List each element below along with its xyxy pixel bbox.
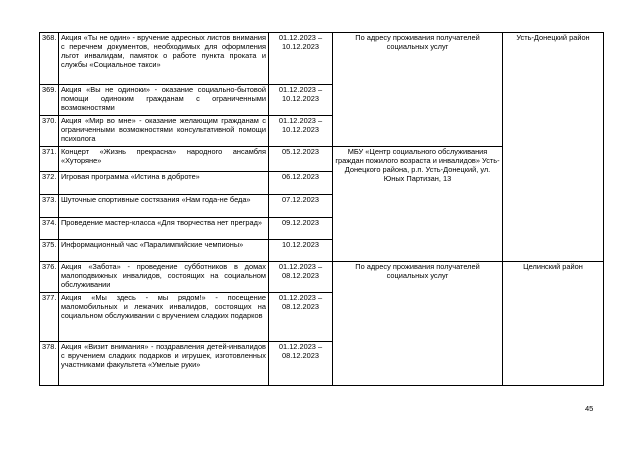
district: Целинский район (503, 262, 604, 386)
event-dates: 01.12.2023 – 08.12.2023 (269, 342, 333, 386)
row-number: 375. (40, 240, 59, 262)
event-location: По адресу проживания получателей социальных услуг (333, 262, 503, 386)
row-number: 374. (40, 218, 59, 240)
row-number: 378. (40, 342, 59, 386)
row-number: 371. (40, 147, 59, 172)
row-number: 376. (40, 262, 59, 293)
event-dates: 01.12.2023 – 10.12.2023 (269, 116, 333, 147)
table-row (40, 262, 604, 293)
event-description: Акция «Визит внимания» - поздравления детей-инвалидов с вручением сладких подарков и игрушек, изготовленных участниками факультета «Умелые руки» (59, 342, 269, 386)
event-dates: 10.12.2023 (269, 240, 333, 262)
page-number: 45 (585, 404, 594, 413)
event-description: Информационный час «Паралимпийские чемпионы» (59, 240, 269, 262)
event-dates: 09.12.2023 (269, 218, 333, 240)
event-location: МБУ «Центр социального обслуживания граждан пожилого возраста и инвалидов» Усть-Донецкого района, р.п. Усть-Донецкий, ул. Юных Партизан, 13 (333, 147, 503, 262)
event-description: Акция «Мир во мне» - оказание желающим гражданам с ограниченными возможностями консультативной помощи психолога (59, 116, 269, 147)
event-dates: 05.12.2023 (269, 147, 333, 172)
event-dates: 01.12.2023 – 10.12.2023 (269, 33, 333, 85)
event-dates: 01.12.2023 – 08.12.2023 (269, 293, 333, 342)
event-location: По адресу проживания получателей социальных услуг (333, 33, 503, 147)
row-number: 372. (40, 172, 59, 195)
table-row (40, 33, 604, 85)
row-number: 368. (40, 33, 59, 85)
event-description: Акция «Вы не одиноки» - оказание социально-бытовой помощи одиноким гражданам с ограниченными возможностями (59, 85, 269, 116)
event-dates: 01.12.2023 – 10.12.2023 (269, 85, 333, 116)
row-number: 377. (40, 293, 59, 342)
row-number: 373. (40, 195, 59, 218)
event-description: Концерт «Жизнь прекрасна» народного ансамбля «Хуторяне» (59, 147, 269, 172)
district: Усть-Донецкий район (503, 33, 604, 262)
event-dates: 06.12.2023 (269, 172, 333, 195)
event-dates: 07.12.2023 (269, 195, 333, 218)
row-number: 369. (40, 85, 59, 116)
event-dates: 01.12.2023 – 08.12.2023 (269, 262, 333, 293)
event-description: Шуточные спортивные состязания «Нам года-не беда» (59, 195, 269, 218)
event-description: Акция «Ты не один» - вручение адресных листов внимания с перечнем документов, необходимых для оформления льгот инвалидам, памяток о работе пункта проката и службы «Социальное такси» (59, 33, 269, 85)
row-number: 370. (40, 116, 59, 147)
event-description: Акция «Забота» - проведение субботников в домах малоподвижных инвалидов, состоящих на социальном обслуживании (59, 262, 269, 293)
event-description: Акция «Мы здесь - мы рядом!» - посещение маломобильных и лежачих инвалидов, состоящих на социальном обслуживании с вручением сладких подарков (59, 293, 269, 342)
event-description: Проведение мастер-класса «Для творчества нет преград» (59, 218, 269, 240)
events-table (39, 32, 604, 386)
event-description: Игровая программа «Истина в доброте» (59, 172, 269, 195)
